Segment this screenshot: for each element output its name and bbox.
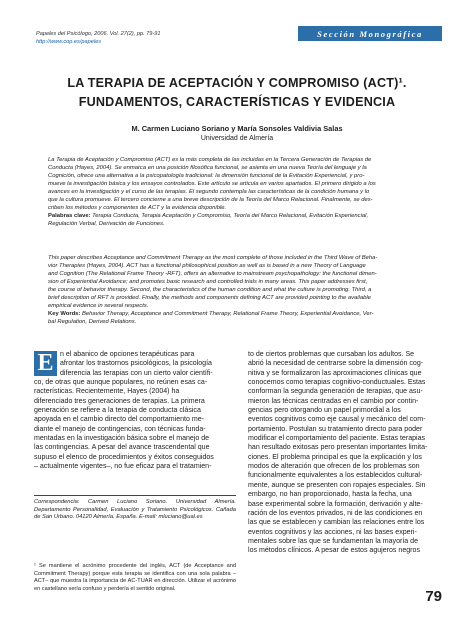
body-line: afrontar los trastornos psicológicos, la psicología	[60, 360, 212, 368]
body-line: co, de otras que aunque populares, no reúnen esas ca-	[34, 379, 208, 386]
body-line: to de ciertos problemas que cursaban los adultos. Se	[248, 351, 415, 358]
body-line: conocemos como terapias cognitivo-conductuales. Estas	[248, 379, 426, 387]
body-line: embargo, no han proporcionado, hasta la fecha, una	[248, 491, 412, 499]
abstract-line: Conducta (Hayes, 2004). Se enmarca en una posición filosófica funcional, se asienta en una nueva Teoría del lenguaje y la	[48, 165, 367, 172]
body-line: abrió la necesidad de centrarse sobre la dimensión cog-	[248, 360, 424, 368]
abstract-line: avances en la investigación y el curso de las terapias. El segundo contempla las características de la condición humana y lo	[48, 189, 370, 196]
body-line: gencias pero otorgando un papel primordial a los	[248, 407, 401, 415]
abstract-line: brief description of RFT is provided. Finally, the methods and components defining ACT are provided pointing to the available	[48, 295, 371, 302]
correspondence: Correspondencia: Carmen Luciano Soriano. Universidad Almería. Departamento Personalidad, Evaluación y Tratamiento Psicológicos. Cañada de San Urbano. 04120 Almería. España. E-mail: mluciano@ual.es	[34, 499, 236, 520]
authors: M. Carmen Luciano Soriano y María Sonsoles Valdivia Salas	[131, 124, 343, 133]
body-line: funcionalmente equivalentes a los establecidos cultural-	[248, 472, 423, 480]
body-line: eventos cognitivos y las acciones, ni las bases experi-	[248, 528, 417, 536]
footnote: ¹ Se mantiene el acrónimo procedente del inglés, ACT (de Acceptance and Commitment Therapy) porque esta terapia se identifica con una sola palabra –ACT– que muestra la importancia de AC-TUAR en dirección. Utilizar el acrónimo en castellano sería confuso y perdería el sentido original.	[34, 563, 236, 592]
body-line: modos de alteración que ofrecen de los problemas son	[248, 463, 420, 471]
body-line: generación se refiere a la terapia de conducta clásica	[34, 407, 201, 415]
body-line: mentales sobre las que se fundamentan la mayoría de	[248, 537, 419, 545]
body-line: las contingencias. A pesar del avance trascendental que	[34, 444, 210, 452]
abstract-line: This paper describes Acceptance and Commitment Therapy as the most complete of those included in the Third Wave of Beha-	[48, 255, 378, 261]
body-line: han resultado exitosas pero presentan importantes limita-	[248, 444, 428, 452]
affiliation: Universidad de Almería	[200, 135, 274, 142]
drop-cap: E	[34, 351, 57, 376]
body-line: eventos cognitivos como eje causal y mecánico del com-	[248, 416, 426, 424]
title-line-1: LA TERAPIA DE ACEPTACIÓN Y COMPROMISO (ACT)¹.	[67, 76, 407, 90]
abstract-line: La Terapia de Aceptación y Compromiso (ACT) es la más completa de las incluidas en la Tercera Generación de Terapias de	[48, 157, 372, 163]
abstract-line: que la cultura promueve. El tercero concierne a una breve descripción de la Teoría del Marco Relacional. Finalmente, se des-	[48, 197, 373, 204]
body-line: nitiva y se formalizaron las aproximaciones clínicas que	[248, 369, 422, 377]
body-line: apoyada en el cambio directo del comportamiento me-	[34, 416, 204, 424]
body-line: supuso el elenco de procedimientos y éxitos conseguidos	[34, 453, 214, 461]
keywords-label: Key Words:	[48, 311, 81, 318]
abstract-line: mueve la investigación básica y los ensayos controlados. Este artículo se articula en varios apartados. El primero dirigido a los	[48, 181, 376, 188]
body-line: modificar el comportamiento del paciente. Estas terapias	[248, 435, 426, 443]
body-line: las que se establecen y cambian las relaciones entre los	[248, 519, 425, 527]
body-line: mentadas en la investigación básica sobre el manejo de	[34, 435, 210, 443]
keywords-english	[48, 310, 432, 318]
body-line: diferenciado tres generaciones de terapias. La primera	[34, 397, 205, 405]
journal-line: Papeles del Psicólogo, 2006. Vol. 27(2), pp. 79-91	[36, 31, 161, 37]
body-right	[248, 350, 444, 556]
keywords-text-cont: bal Regulation, Derived Relations.	[48, 319, 137, 326]
keywords-text-cont: Regulación Verbal, Derivación de Funciones.	[48, 221, 165, 228]
keywords-text: Terapia Conducta, Terapia Aceptación y Compromiso, Teoría del Marco Relacional, Evitación Experiencial,	[90, 213, 369, 220]
body-line: mieron las técnicas centradas en el cambio por contin-	[248, 397, 419, 405]
body-line: portamiento. Postulan su tratamiento directo para poder	[248, 425, 423, 433]
abstract-line: criben los métodos y componentes de ACT y la evidencia disponible.	[48, 205, 227, 212]
footnote-divider	[34, 495, 236, 496]
keywords-spanish	[48, 212, 432, 220]
abstract-line: empirical evidence in several respects.	[48, 303, 149, 310]
journal-url-link[interactable]: http://www.cop.es/papeles	[36, 39, 101, 45]
body-left	[34, 378, 236, 471]
abstract-line: sion of Experiential Avoidance; and promotes basic research and controlled trials in many areas. This paper addresses first,	[48, 279, 368, 286]
abstract-line: and Cognition (The Relational Frame Theory -RFT), offers an alternative to mainstream psychopathology: the functional dimen-	[48, 271, 377, 278]
body-line: diante el manejo de contingencias, con técnicas funda-	[34, 425, 206, 433]
body-line: ración de los eventos privados, ni de las condiciones en	[248, 509, 423, 517]
journal-citation	[36, 30, 161, 46]
abstract-line: the course of behavior therapy. Second, the characteristics of the human condition and what the culture is promoting. Third, a	[48, 287, 372, 294]
keywords-text: Behavior Therapy, Acceptance and Commitment Therapy, Relational Frame Theory, Experiential Avoidance, Ver-	[80, 311, 374, 318]
abstract-line: Cognición, ofrece una alternativa a la psicopatología tradicional: la dimensión funcional de la Evitación Experiencial, y pro-	[48, 173, 365, 180]
keywords-label: Palabras clave:	[48, 213, 91, 220]
body-line: diferencia las terapias con un cierto valor científi-	[60, 369, 213, 377]
page-number: 79	[425, 588, 442, 605]
body-line: conforman la segunda generación de terapias, que asu-	[248, 388, 423, 396]
abstract-english	[48, 254, 432, 326]
body-left-indented	[60, 350, 236, 378]
body-line: – actualmente vigentes–, no fue eficaz para el tratamien-	[34, 463, 212, 471]
body-line: mente, aunque se presenten con ropajes especiales. Sin	[248, 481, 426, 489]
abstract-spanish	[48, 156, 432, 228]
title-line-2: FUNDAMENTOS, CARACTERÍSTICAS Y EVIDENCIA	[78, 95, 396, 109]
body-line: racterísticas. Recientemente, Hayes (2004) ha	[34, 388, 180, 396]
body-line: n el abanico de opciones terapéuticas para	[60, 351, 195, 358]
body-line: los métodos clínicos. A pesar de estos agujeros negros	[248, 547, 420, 555]
body-line: base experimental sobre la formación, derivación y alte-	[248, 500, 423, 508]
body-line: ciones. El problema principal es que la explicación y los	[248, 453, 422, 461]
section-banner: Sección Monográfica	[298, 26, 442, 41]
abstract-line: vior Therapies (Hayes, 2004). ACT has a functional philosophical position as well as is based in a new Theory of Language	[48, 263, 366, 270]
